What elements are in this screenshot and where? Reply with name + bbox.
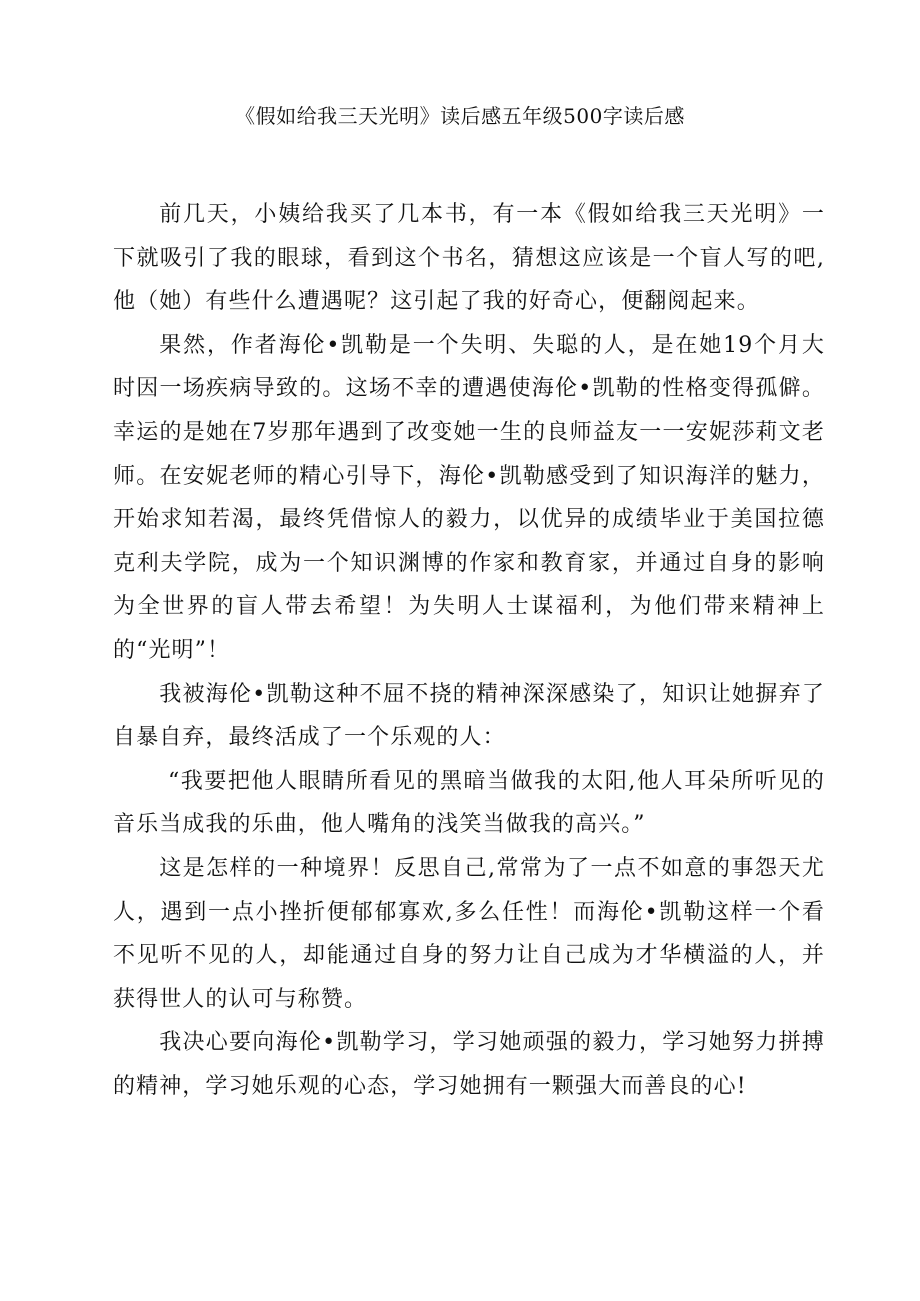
paragraph: 果然，作者海伦•凯勒是一个失明、失聪的人，是在她19个月大时因一场疾病导致的。这场不幸的遭遇使海伦•凯勒的性格变得孤僻。幸运的是她在7岁那年遇到了改变她一生的良师益友一一安妮莎莉文老师。在安妮老师的精心引导下，海伦•凯勒感受到了知识海洋的魅力，开始求知若渴，最终凭借惊人的毅力，以优异的成绩毕业于美国拉德克利夫学院，成为一个知识渊博的作家和教育家，并通过自身的影响为全世界的盲人带去希望！为失明人士谋福利，为他们带来精神上的“光明”！	[113, 332, 825, 663]
paragraph: 这是怎样的一种境界！反思自己,常常为了一点不如意的事怨天尤人，遇到一点小挫折便郁郁寡欢,多么任性！而海伦•凯勒这样一个看不见听不见的人，却能通过自身的努力让自己成为才华横溢的人，并获得世人的认可与称赞。	[113, 855, 825, 1012]
document-body	[113, 193, 825, 1108]
paragraph: 我被海伦•凯勒这种不屈不挠的精神深深感染了，知识让她摒弃了自暴自弃，最终活成了一个乐观的人：	[113, 681, 825, 751]
paragraph: 我决心要向海伦•凯勒学习，学习她顽强的毅力，学习她努力拼搏的精神，学习她乐观的心态，学习她拥有一颗强大而善良的心!	[113, 1030, 825, 1099]
quote-paragraph: “我要把他人眼睛所看见的黑暗当做我的太阳,他人耳朵所听见的音乐当成我的乐曲，他人嘴角的浅笑当做我的高兴。”	[113, 768, 825, 838]
document-title: 《假如给我三天光明》读后感五年级500字读后感	[235, 104, 685, 128]
paragraph: 前几天，小姨给我买了几本书，有一本《假如给我三天光明》一下就吸引了我的眼球，看到这个书名，猜想这应该是一个盲人写的吧,他（她）有些什么遭遇呢？这引起了我的好奇心，便翻阅起来。	[113, 202, 825, 315]
